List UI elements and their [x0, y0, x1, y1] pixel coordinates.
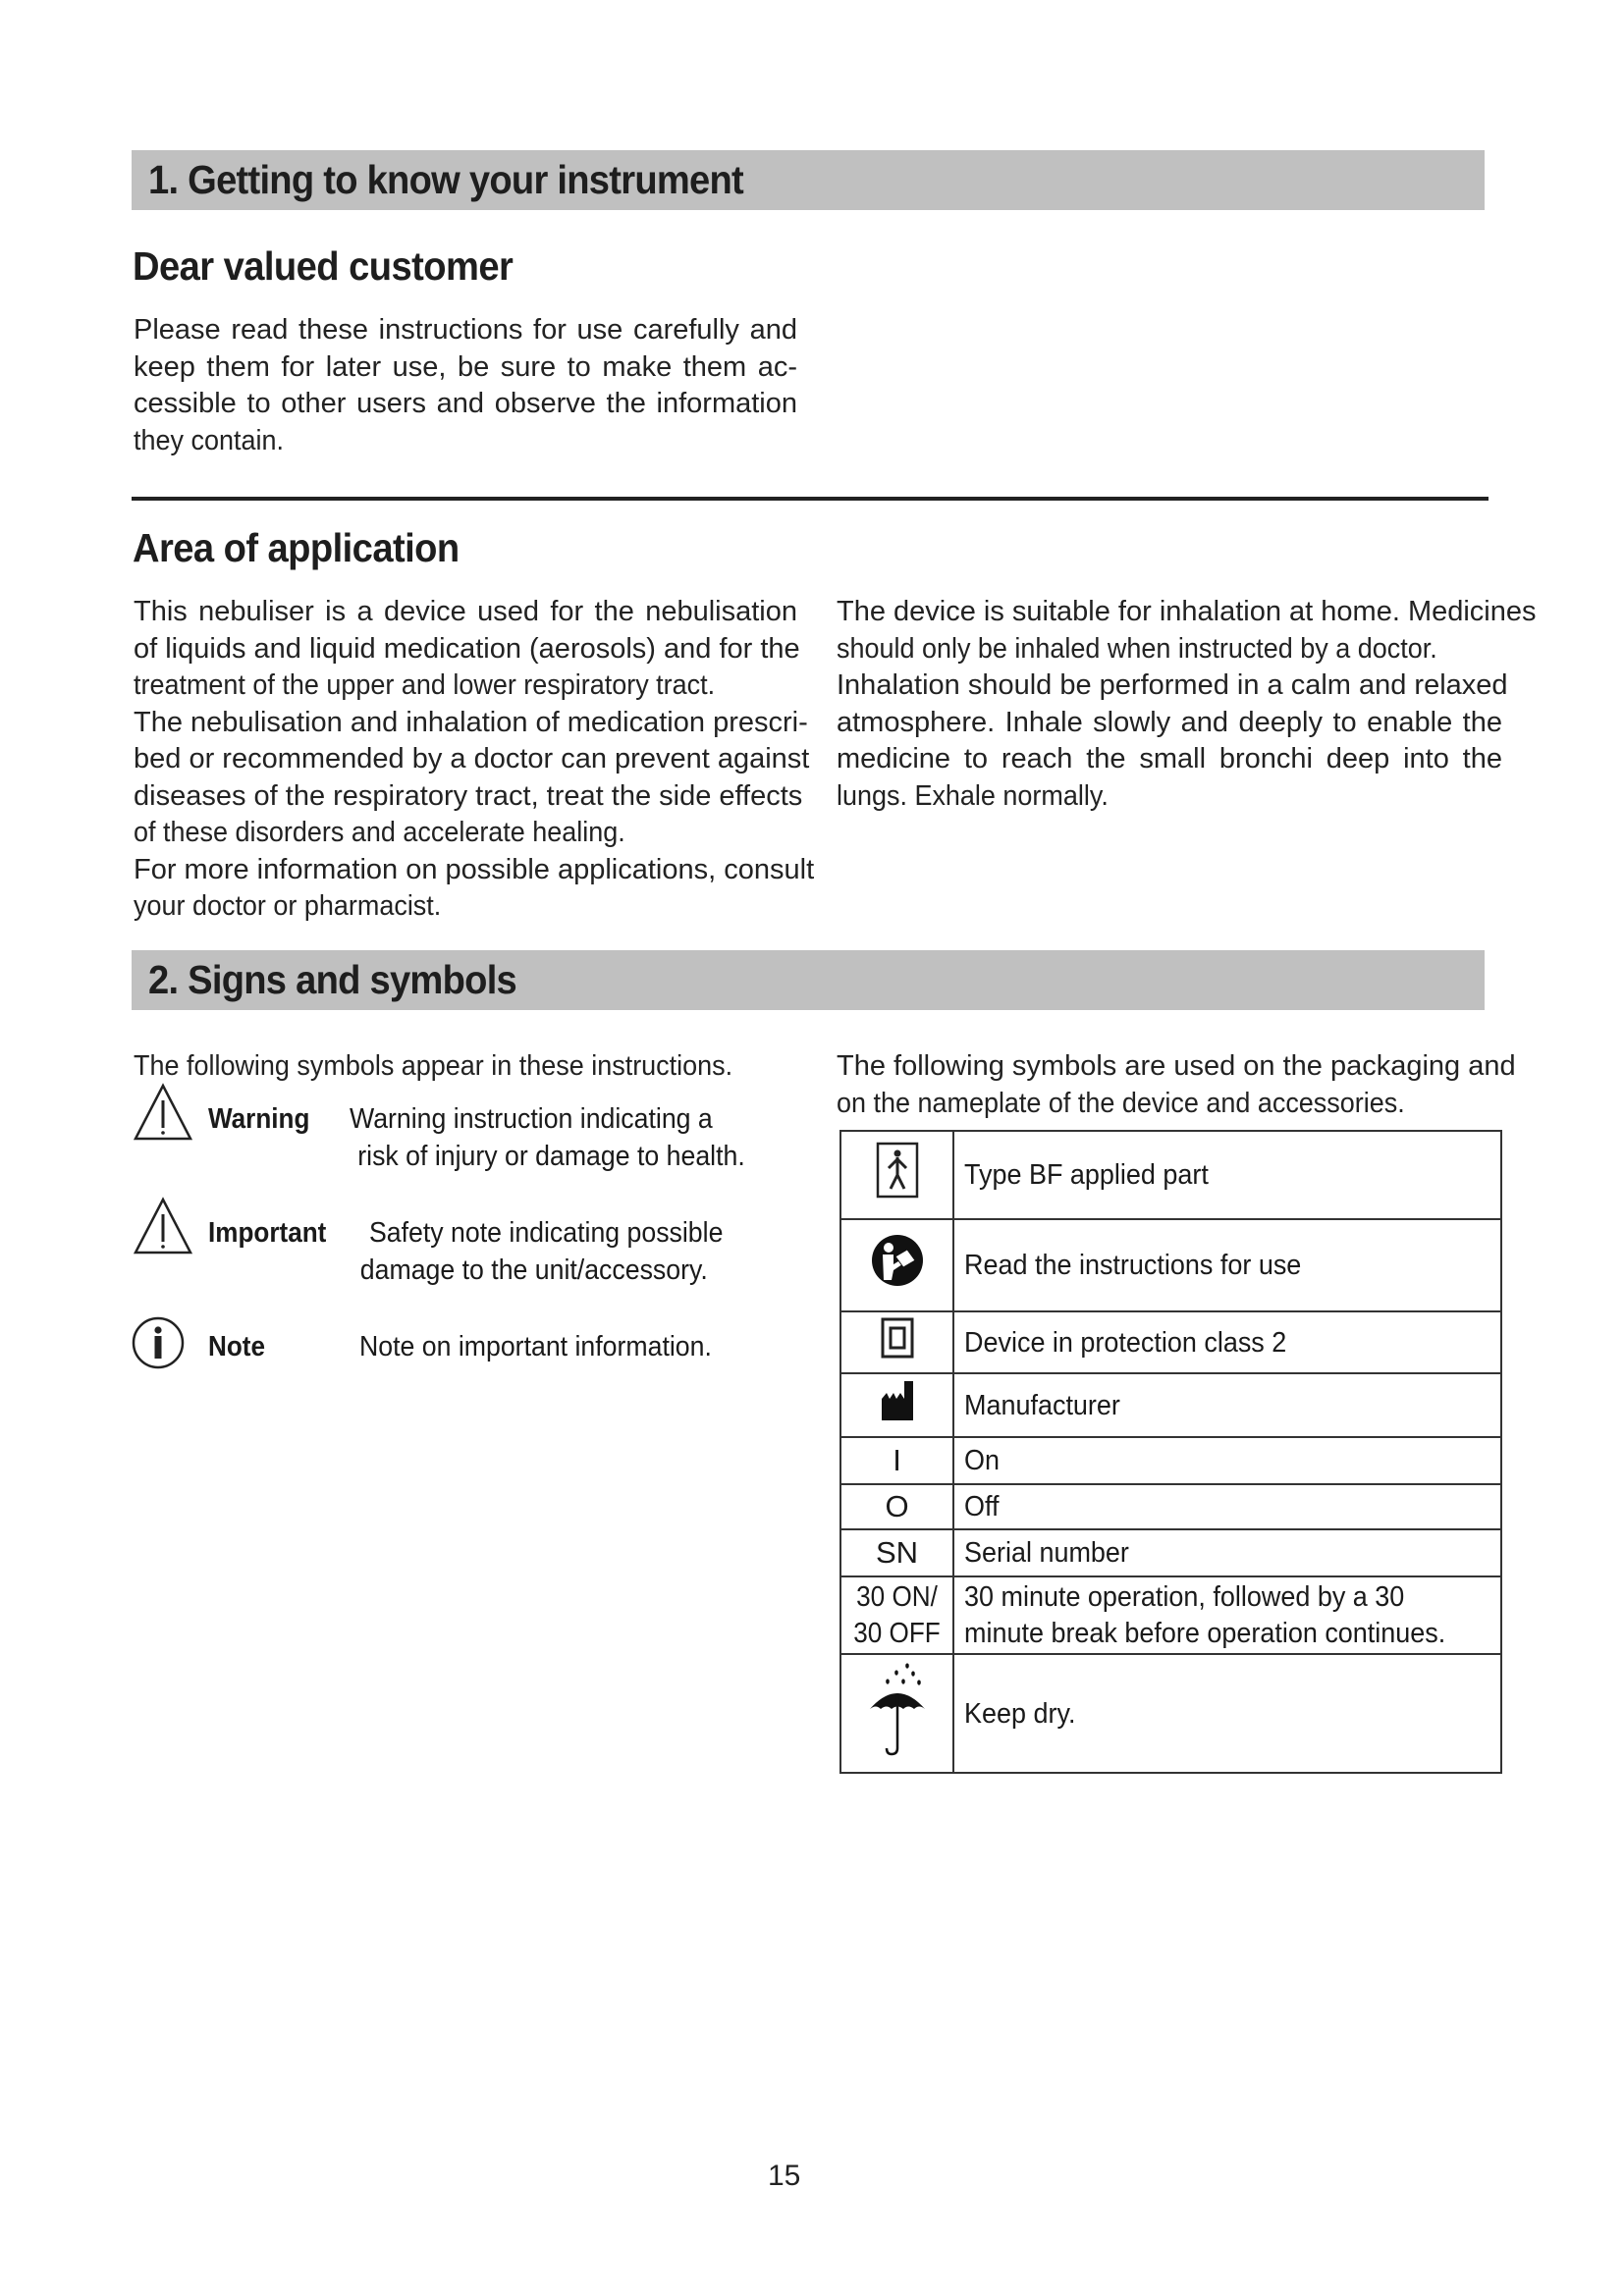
duty-cycle-symbol: [840, 1576, 953, 1654]
text-line: Note on important information.: [359, 1331, 712, 1362]
table-row: [840, 1654, 1501, 1773]
description-cell: [953, 1131, 1501, 1219]
text-line: damage to the unit/accessory.: [359, 1255, 708, 1286]
text-line: on the nameplate of the device and accessories.: [837, 1087, 1405, 1119]
warning-triangle-icon: [133, 1083, 193, 1142]
description-cell: [953, 1576, 1501, 1654]
device-symbols-table: [839, 1130, 1502, 1774]
area-left-paragraph: [134, 594, 815, 926]
section-1-heading: 1. Getting to know your instrument: [148, 157, 743, 202]
protection-class-2-icon: [881, 1317, 914, 1359]
description-text: minute break before operation continues.: [964, 1617, 1446, 1649]
description-text: 30 minute operation, followed by a 30: [964, 1580, 1405, 1613]
text-line: This nebuliser is a device used for the nebulisation: [134, 596, 797, 627]
text-line: of these disorders and accelerate healing.: [134, 817, 625, 848]
description-cell: [953, 1373, 1501, 1437]
description-text: Manufacturer: [964, 1389, 1120, 1421]
table-row: [840, 1131, 1501, 1219]
table-row: [840, 1576, 1501, 1654]
table-row: [840, 1437, 1501, 1484]
symbol-cell: [840, 1219, 953, 1311]
note-description: [359, 1328, 712, 1365]
text-line: lungs. Exhale normally.: [837, 779, 1109, 812]
description-cell: [953, 1311, 1501, 1373]
area-right-paragraph: [837, 594, 1537, 815]
keep-dry-umbrella-icon: [866, 1660, 929, 1758]
text-line: cessible to other users and observe the information: [134, 388, 797, 419]
description-text: Read the instructions for use: [964, 1250, 1302, 1281]
symbol-cell: [840, 1131, 953, 1219]
text-line: should only be inhaled when instructed by a doctor.: [837, 632, 1437, 665]
description-cell: [953, 1437, 1501, 1484]
instruction-symbols-intro: [134, 1048, 778, 1086]
text-line: treatment of the upper and lower respiratory tract.: [134, 669, 716, 701]
text-line: The following symbols are used on the packaging and: [837, 1050, 1516, 1082]
important-triangle-icon: [133, 1197, 193, 1255]
text-line: keep them for later use, be sure to make them ac-: [134, 350, 797, 383]
warning-label: Warning: [208, 1103, 310, 1135]
text-line: medicine to reach the small bronchi deep into the: [837, 743, 1502, 774]
text-line: The device is suitable for inhalation at home. Medicines: [837, 596, 1537, 627]
dear-customer-title: Dear valued customer: [133, 243, 514, 289]
description-text: Serial number: [964, 1537, 1129, 1569]
serial-number-symbol: SN: [840, 1529, 953, 1576]
text-line: risk of injury or damage to health.: [357, 1141, 745, 1172]
text-line: The following symbols appear in these instructions.: [134, 1050, 733, 1082]
section-2-heading: 2. Signs and symbols: [148, 957, 517, 1002]
type-bf-applied-part-icon: [876, 1142, 919, 1199]
manufacturer-icon: [881, 1379, 914, 1422]
device-symbols-intro: [837, 1048, 1516, 1122]
section-2-header: [132, 950, 1485, 1010]
description-cell: [953, 1654, 1501, 1773]
page-number: 15: [768, 2160, 801, 2192]
symbol-line: 30 OFF: [853, 1617, 941, 1649]
text-line: atmosphere. Inhale slowly and deeply to enable the: [837, 706, 1502, 738]
symbol-cell: [840, 1311, 953, 1373]
text-line: Please read these instructions for use carefully and: [134, 314, 797, 346]
description-text: Off: [964, 1491, 1000, 1522]
on-symbol: I: [840, 1437, 953, 1484]
description-text: Keep dry.: [964, 1697, 1076, 1730]
table-row: [840, 1529, 1501, 1576]
text-line: diseases of the respiratory tract, treat the side effects: [134, 779, 803, 812]
text-line: bed or recommended by a doctor can prevent against: [134, 743, 810, 774]
description-cell: [953, 1219, 1501, 1311]
symbol-cell: [840, 1654, 953, 1773]
text-line: Safety note indicating possible: [369, 1217, 724, 1249]
off-symbol: O: [840, 1484, 953, 1529]
text-line: your doctor or pharmacist.: [134, 890, 442, 922]
dear-customer-paragraph: [134, 312, 797, 459]
text-line: The nebulisation and inhalation of medication prescri-: [134, 706, 808, 738]
table-row: [840, 1484, 1501, 1529]
important-description: [359, 1214, 724, 1289]
area-of-application-title: Area of application: [133, 525, 460, 570]
description-cell: [953, 1529, 1501, 1576]
description-cell: [953, 1484, 1501, 1529]
description-text: Type BF applied part: [964, 1159, 1209, 1191]
read-instructions-icon: [870, 1233, 925, 1288]
symbol-line: 30 ON/: [856, 1580, 938, 1613]
symbol-cell: [840, 1373, 953, 1437]
text-line: of liquids and liquid medication (aerosols) and for the: [134, 632, 800, 665]
section-1-header: [132, 150, 1485, 210]
warning-description: [350, 1100, 745, 1175]
description-text: Device in protection class 2: [964, 1326, 1287, 1359]
text-line: Warning instruction indicating a: [350, 1103, 713, 1135]
important-label: Important: [208, 1217, 327, 1249]
text-line: they contain.: [134, 424, 284, 456]
note-label: Note: [208, 1331, 266, 1362]
section-divider: [132, 497, 1489, 501]
description-text: On: [964, 1445, 1000, 1476]
text-line: Inhalation should be performed in a calm and relaxed: [837, 669, 1508, 701]
table-row: [840, 1311, 1501, 1373]
text-line: For more information on possible applications, consult: [134, 853, 815, 885]
table-row: [840, 1373, 1501, 1437]
info-circle-icon: [131, 1315, 186, 1370]
table-row: [840, 1219, 1501, 1311]
